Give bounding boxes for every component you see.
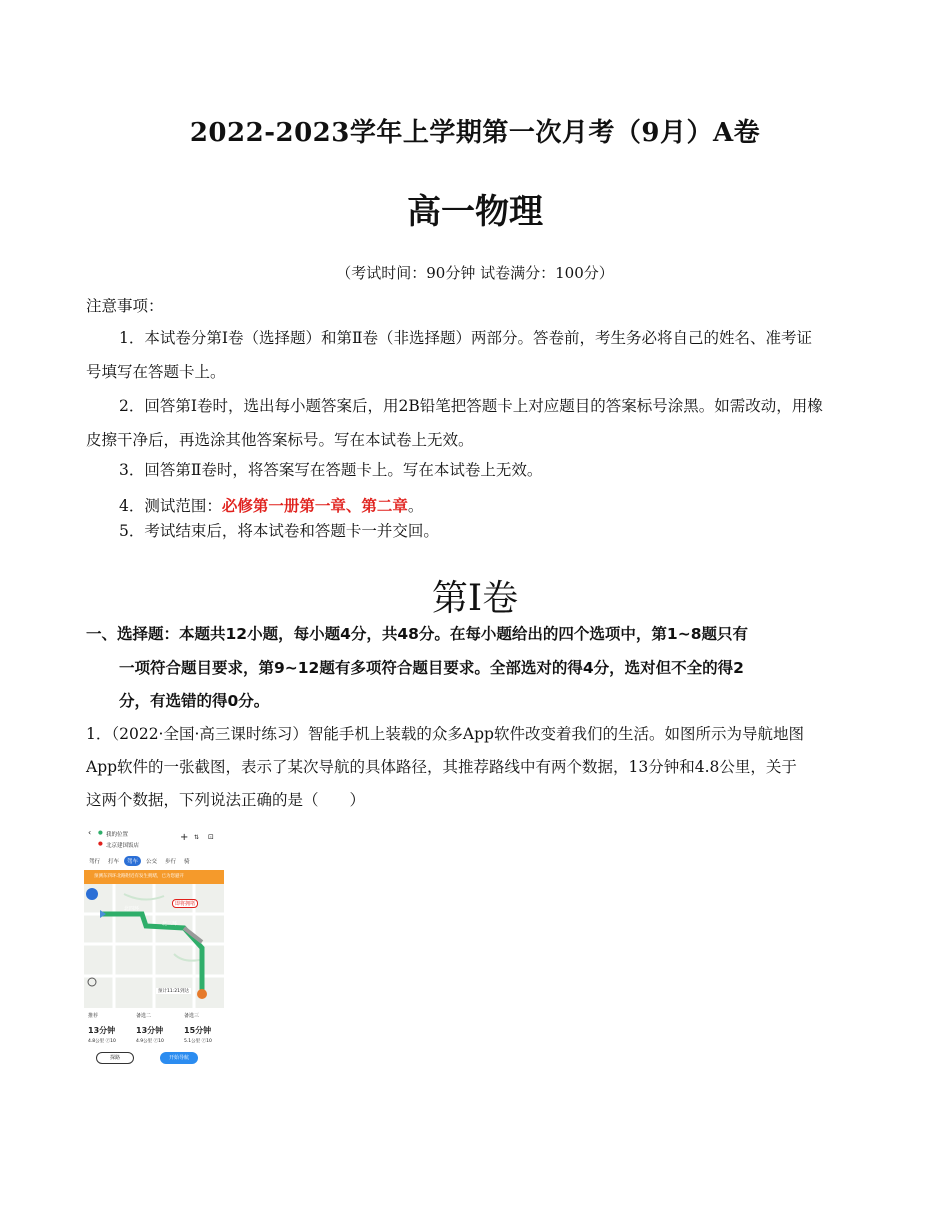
- route-time: 13分钟: [136, 1026, 164, 1035]
- eta-label: 预计11:21到达: [158, 989, 189, 994]
- route-distance: 4.8公里 ⓡ10: [88, 1039, 116, 1044]
- note-item-1: 1．本试卷分第Ⅰ卷（选择题）和第Ⅱ卷（非选择题）两部分。答卷前，考生务必将自己的姓名、准考证号填写在答题卡上。: [86, 329, 813, 381]
- route-distance: 5.1公里 ⓡ10: [184, 1039, 212, 1044]
- test-range: 必修第一册第一章、第二章: [221, 496, 408, 515]
- question-1-text: 1．（2022·全国·高三课时练习）智能手机上装载的众多App软件改变着我们的生活。如图所示为导航地图App软件的一张截图，表示了某次导航的具体路径，其推荐路线中有两个数据，13分钟和4.8公里，关于这两个数据，下列说法正确的是（ ）: [86, 725, 804, 809]
- congestion-marker: 即将拥堵: [172, 899, 198, 908]
- subject-title: 高一物理: [407, 192, 543, 232]
- add-stop-icon: +: [180, 832, 189, 843]
- start-navigation-button: 开始导航: [160, 1052, 198, 1064]
- tab-1: 打车: [108, 859, 120, 865]
- note-item-5: 5．考试结束后，将本试卷和答题卡一并交回。: [119, 522, 439, 540]
- tab-2: 驾车: [124, 856, 141, 866]
- destination-marker-icon: [197, 989, 207, 999]
- section-heading-line3: 分，有选错的得0分。: [119, 692, 270, 710]
- route-option-2: [136, 1012, 181, 1044]
- explore-button: 探路: [96, 1052, 134, 1064]
- volume-title: 第Ⅰ卷: [431, 578, 519, 619]
- back-icon: ‹: [88, 828, 92, 837]
- note-item-2: 2．回答第Ⅰ卷时，选出每小题答案后，用2B铅笔把答题卡上对应题目的答案标号涂黑。如需改动，用橡皮擦干净后，再选涂其他答案标号。写在本试卷上无效。: [86, 397, 823, 449]
- route-label: 备选三: [184, 1013, 200, 1019]
- route-option-3: [184, 1012, 224, 1044]
- start-arrow-icon: [100, 910, 106, 918]
- origin-text: 我的位置: [106, 832, 129, 838]
- map-graphic: [84, 884, 224, 1008]
- tab-4: 步行: [165, 859, 177, 865]
- road-label-north-3rd: 北三环: [162, 921, 178, 927]
- tab-0: 驾行: [89, 859, 101, 865]
- route-time: 15分钟: [184, 1026, 212, 1035]
- settings-icon: ⊡: [208, 833, 214, 841]
- notes-heading: 注意事项：: [86, 297, 164, 315]
- note-item-4-suffix: 。: [407, 497, 424, 515]
- note-item-4-prefix: 4．测试范围：: [119, 497, 222, 515]
- route-options: [84, 1008, 224, 1066]
- road-label-north-4th: 北四环: [124, 906, 140, 912]
- congestion-banner: 预测东四环北路附近有发生拥堵，已为您避开: [84, 870, 224, 884]
- route-time: 13分钟: [88, 1026, 116, 1035]
- tab-3: 公交: [146, 859, 158, 865]
- route-label: 备选二: [136, 1013, 152, 1019]
- origin-dot-icon: ●: [98, 830, 103, 836]
- compass-icon: [86, 888, 98, 900]
- exam-title: 2022-2023学年上学期第一次月考（9月）A卷: [189, 118, 761, 148]
- route-inputs: [84, 826, 224, 854]
- recommended-route-line: [102, 914, 202, 994]
- route-label: 推荐: [88, 1013, 99, 1019]
- destination-text: 北京建国饭店: [106, 843, 140, 849]
- swap-icon: ⇅: [194, 834, 200, 841]
- route-distance: 4.9公里 ⓡ10: [136, 1039, 164, 1044]
- route-option-1: [88, 1012, 133, 1044]
- section-heading-line1: 一、选择题：本题共12小题，每小题4分，共48分。在每小题给出的四个选项中，第1~8题只有: [86, 625, 748, 643]
- route-map: [84, 884, 224, 1008]
- navigation-app-screenshot: [84, 826, 224, 1066]
- locate-icon: [88, 978, 96, 986]
- note-item-3: 3．回答第Ⅱ卷时，将答案写在答题卡上。写在本试卷上无效。: [119, 461, 543, 479]
- section-heading-line2: 一项符合题目要求，第9~12题有多项符合题目要求。全部选对的得4分，选对但不全的得2: [119, 659, 744, 677]
- exam-time-info: （考试时间：90分钟 试卷满分：100分）: [336, 264, 614, 282]
- transport-tabs: [84, 854, 224, 868]
- destination-dot-icon: ●: [98, 841, 103, 847]
- tab-5: 骑: [184, 859, 190, 865]
